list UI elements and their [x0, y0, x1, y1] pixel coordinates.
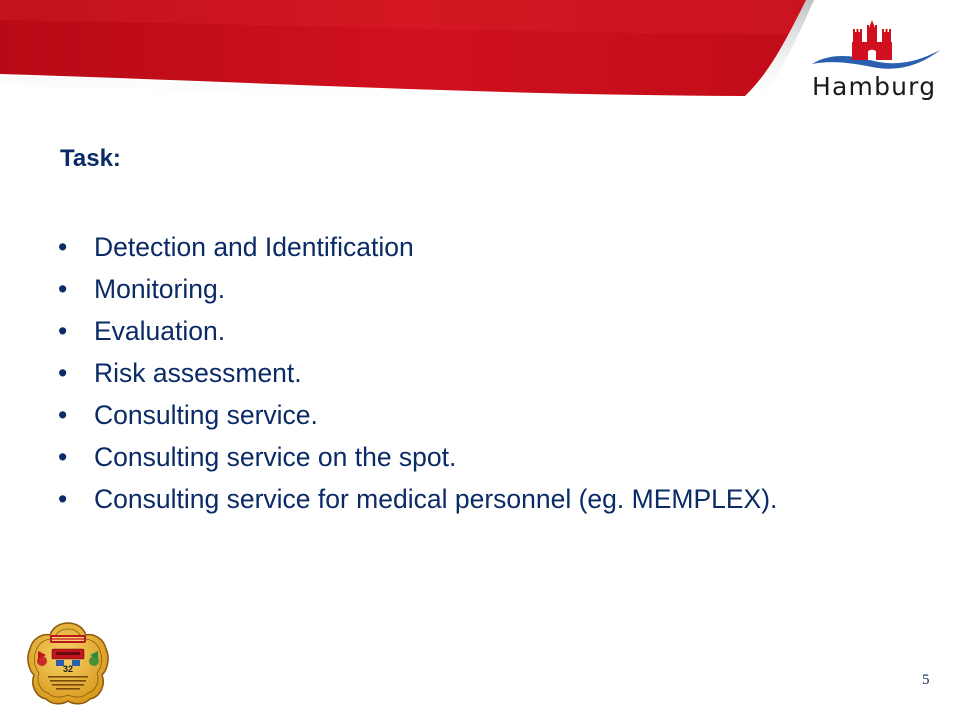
list-item-text: Risk assessment.: [94, 358, 302, 388]
list-item-text: Detection and Identification: [94, 232, 414, 262]
list-item: [58, 439, 777, 481]
list-item: [58, 397, 777, 439]
fire-department-emblem-icon: [26, 621, 110, 705]
list-item-text: Consulting service for medical personnel (eg. MEMPLEX).: [94, 484, 778, 514]
list-item-text: Consulting service.: [94, 400, 318, 430]
list-item: [58, 313, 777, 355]
task-heading: Task:: [60, 145, 121, 172]
emblem-number: 32: [62, 664, 74, 674]
page-number: 5: [922, 672, 930, 688]
hamburg-wordmark: Hamburg: [812, 72, 937, 101]
bullet-icon: •: [58, 274, 68, 304]
bullet-icon: •: [58, 232, 68, 262]
list-item-text: Evaluation.: [94, 316, 226, 346]
list-item: [58, 271, 777, 313]
bullet-icon: •: [58, 400, 68, 430]
bullet-icon: •: [58, 358, 68, 388]
bullet-icon: •: [58, 316, 68, 346]
list-item-text: Monitoring.: [94, 274, 226, 304]
list-item: [58, 229, 777, 271]
list-item: [58, 355, 777, 397]
bullet-icon: •: [58, 484, 68, 514]
list-item-text: Consulting service on the spot.: [94, 442, 457, 472]
task-bullet-list: [58, 229, 777, 523]
bullet-icon: •: [58, 442, 68, 472]
list-item: [58, 481, 777, 523]
